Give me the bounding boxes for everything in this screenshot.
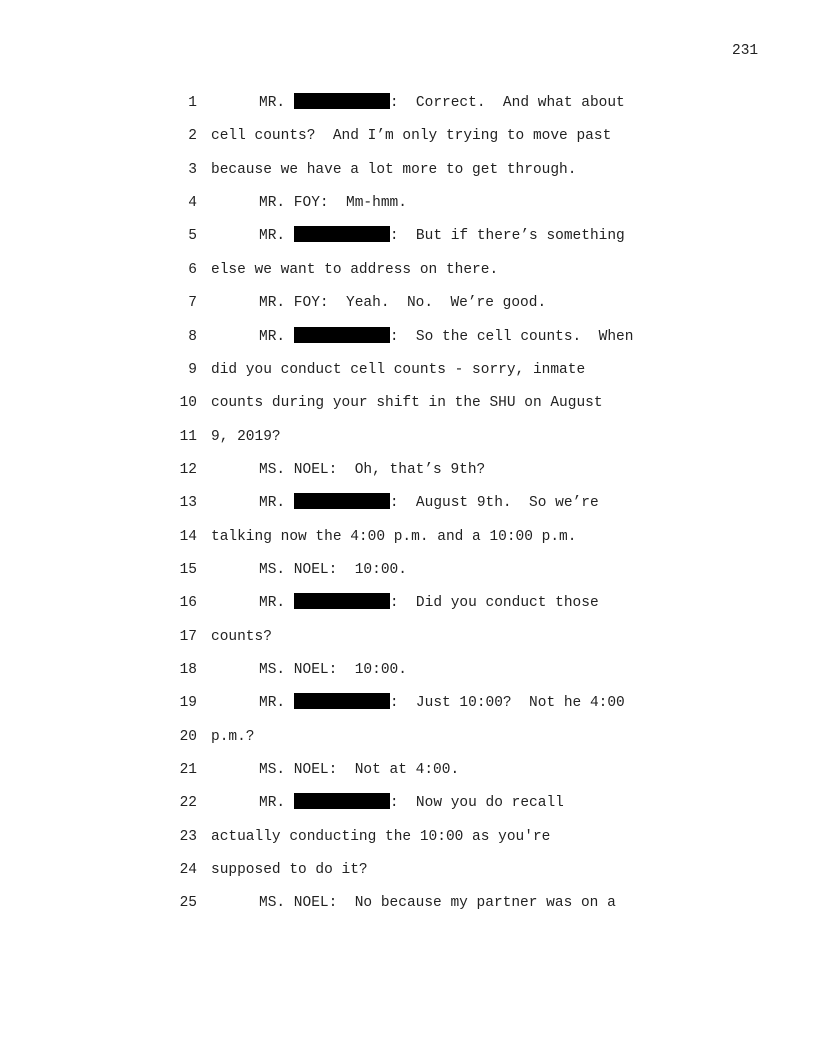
speaker-label: MR. <box>259 595 294 612</box>
line-content: : Now you do recall <box>389 795 564 812</box>
line-content: Oh, that’s 9th? <box>337 461 486 478</box>
line-text <box>211 260 498 280</box>
line-content: : Did you conduct those <box>389 595 599 612</box>
redaction-box <box>294 693 390 709</box>
line-number: 24 <box>179 862 197 879</box>
line-number: 5 <box>188 228 197 245</box>
line-number: 19 <box>179 695 197 712</box>
line-number: 2 <box>188 128 197 145</box>
line-content: actually conducting the 10:00 as you're <box>211 828 551 845</box>
line-text <box>211 493 599 513</box>
speaker-label: MR. <box>259 695 294 712</box>
line-text <box>211 126 611 146</box>
redaction-box <box>294 493 390 509</box>
line-number: 15 <box>179 561 197 578</box>
line-text <box>211 427 281 447</box>
line-content: : Correct. And what about <box>389 95 625 111</box>
line-number: 17 <box>179 628 197 645</box>
line-content: Mm-hmm. <box>328 195 407 212</box>
line-text <box>211 593 599 613</box>
line-content: because we have a lot more to get through. <box>211 161 577 178</box>
line-content: 10:00. <box>337 662 407 678</box>
line-number: 8 <box>188 328 197 345</box>
redaction-box <box>294 593 390 609</box>
line-text <box>211 360 585 380</box>
line-text <box>211 226 625 246</box>
speaker-label: MR. <box>259 795 294 812</box>
speaker-label: MS. NOEL: <box>259 561 338 578</box>
line-number: 21 <box>179 762 197 778</box>
redaction-box <box>294 226 390 242</box>
line-number: 11 <box>179 428 197 445</box>
speaker-label: MR. FOY: <box>259 195 329 212</box>
line-text <box>211 393 603 413</box>
line-content: 10:00. <box>337 561 407 578</box>
line-content: : So the cell counts. When <box>389 328 634 345</box>
line-text <box>211 660 407 680</box>
line-text <box>211 893 616 913</box>
line-content: counts during your shift in the SHU on August <box>211 395 603 412</box>
line-text <box>211 693 625 713</box>
line-text <box>211 760 459 780</box>
redaction-box <box>294 793 390 809</box>
line-content: cell counts? And I’m only trying to move past <box>211 128 612 145</box>
line-text <box>211 827 550 847</box>
line-number: 18 <box>179 662 197 678</box>
line-number: 13 <box>179 495 197 512</box>
line-content: : Just 10:00? Not he 4:00 <box>389 695 625 712</box>
speaker-label: MS. NOEL: <box>259 895 338 912</box>
line-number: 14 <box>179 528 197 545</box>
page-number: 231 <box>732 43 759 59</box>
line-number: 9 <box>188 361 197 378</box>
line-text <box>211 93 625 113</box>
line-content: : August 9th. So we’re <box>389 495 599 512</box>
line-number: 20 <box>179 728 197 745</box>
line-text <box>211 560 407 580</box>
speaker-label: MR. <box>259 95 294 111</box>
line-text <box>211 460 485 480</box>
line-text <box>211 327 633 347</box>
line-number: 3 <box>188 161 197 178</box>
speaker-label: MS. NOEL: <box>259 762 338 778</box>
line-number: 4 <box>188 195 197 212</box>
speaker-label: MS. NOEL: <box>259 461 338 478</box>
line-content: did you conduct cell counts - sorry, inmate <box>211 361 586 378</box>
line-content: supposed to do it? <box>211 862 368 879</box>
speaker-label: MR. FOY: <box>259 295 329 312</box>
line-number: 16 <box>179 595 197 612</box>
redaction-box <box>294 93 390 109</box>
line-text <box>211 193 407 213</box>
redaction-box <box>294 327 390 343</box>
line-content: counts? <box>211 628 272 645</box>
line-content: p.m.? <box>211 728 255 745</box>
line-content: talking now the 4:00 p.m. and a 10:00 p.m. <box>211 528 577 545</box>
speaker-label: MR. <box>259 228 294 245</box>
speaker-label: MR. <box>259 328 294 345</box>
line-number: 22 <box>179 795 197 812</box>
speaker-label: MS. NOEL: <box>259 662 338 678</box>
line-number: 23 <box>179 828 197 845</box>
line-number: 7 <box>188 295 197 312</box>
line-content: else we want to address on there. <box>211 261 499 278</box>
line-number: 25 <box>179 895 197 912</box>
line-number: 6 <box>188 261 197 278</box>
line-text <box>211 727 255 747</box>
line-number: 1 <box>188 95 197 111</box>
line-content: : But if there’s something <box>389 228 625 245</box>
line-content: Not at 4:00. <box>337 762 460 778</box>
line-content: 9, 2019? <box>211 428 281 445</box>
line-text <box>211 527 576 547</box>
line-text <box>211 860 368 880</box>
line-content: Yeah. No. We’re good. <box>328 295 547 312</box>
line-content: No because my partner was on a <box>337 895 616 912</box>
line-text <box>211 627 272 647</box>
line-text <box>211 160 576 180</box>
speaker-label: MR. <box>259 495 294 512</box>
line-text <box>211 293 546 313</box>
line-number: 12 <box>179 461 197 478</box>
line-number: 10 <box>179 395 197 412</box>
line-text <box>211 793 564 813</box>
